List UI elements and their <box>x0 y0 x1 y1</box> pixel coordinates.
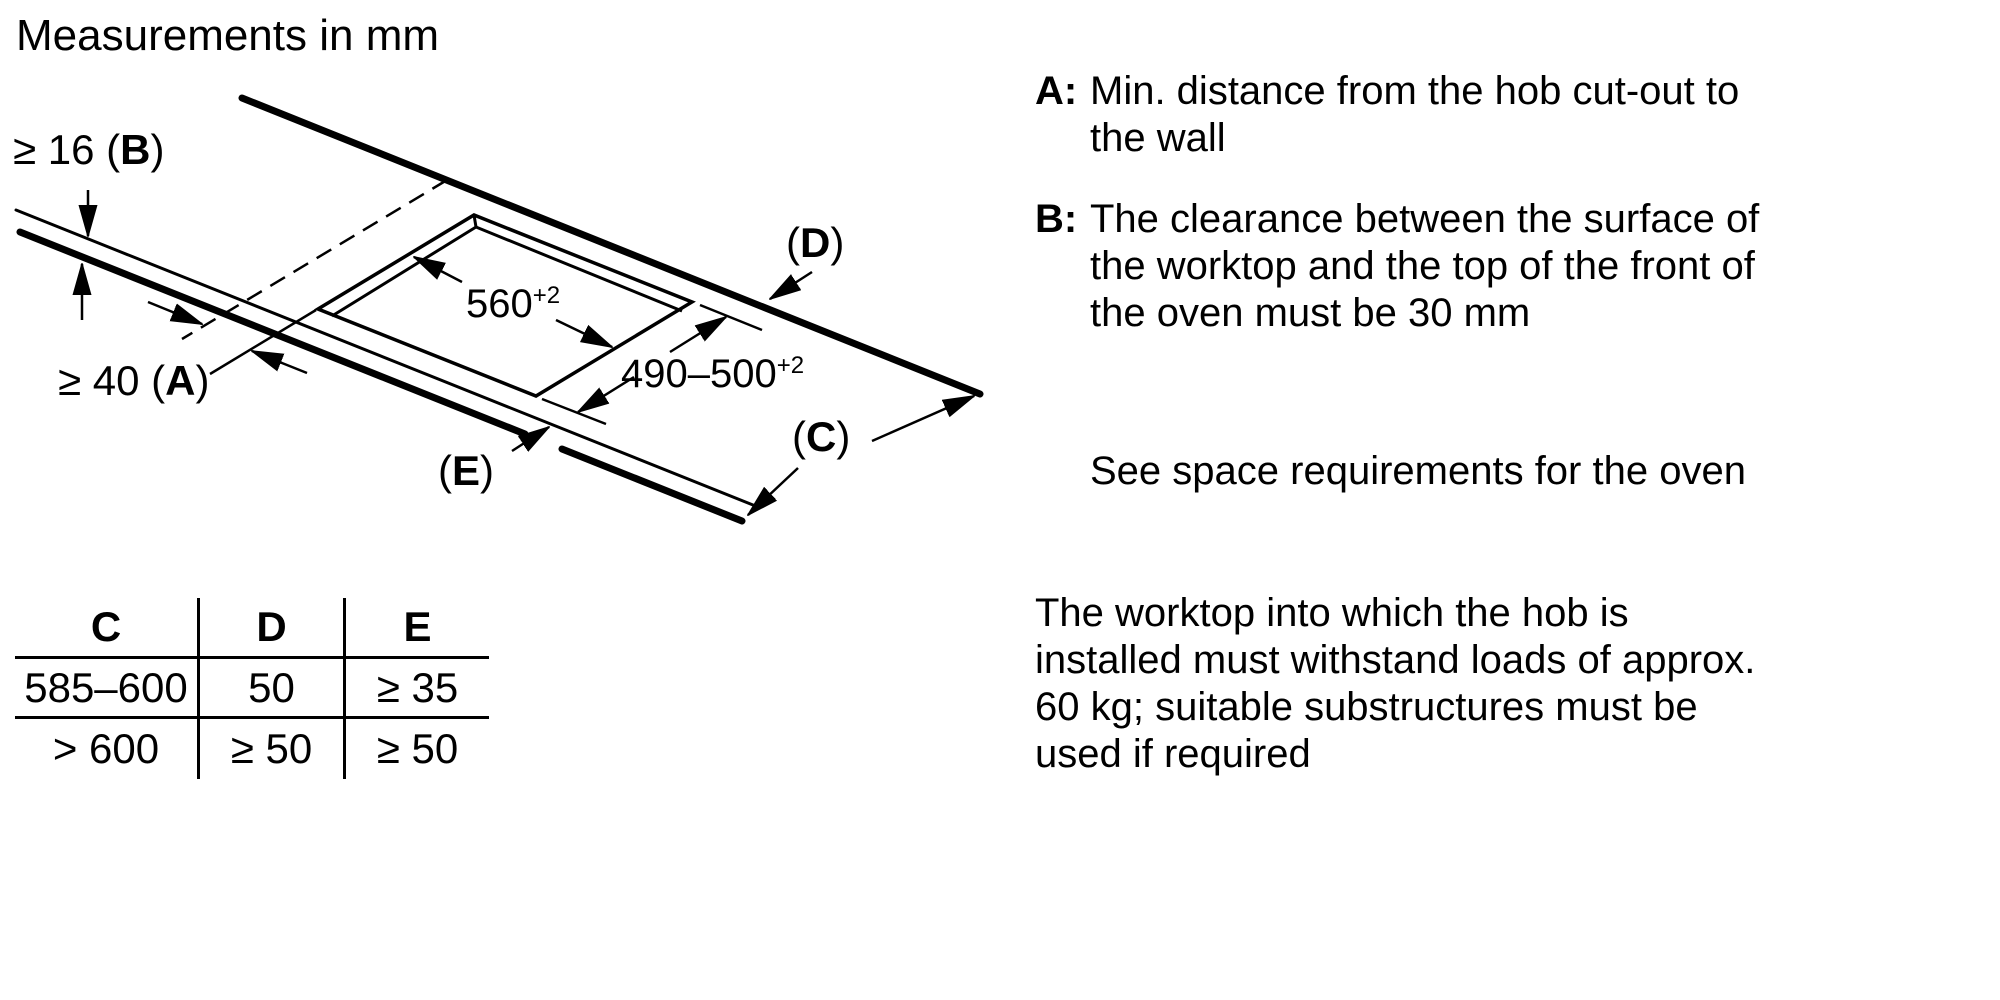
cutout-depth-value: 490–500 <box>621 352 777 396</box>
callout-e <box>438 447 495 494</box>
arrow-a-right <box>252 351 307 373</box>
callout-c-suffix: ) <box>836 413 851 460</box>
table-header-d: D <box>199 598 345 658</box>
callout-b-suffix: ) <box>150 126 165 173</box>
table-cell: > 600 <box>52 725 160 772</box>
cutout-width-dimension <box>466 284 560 324</box>
cutout-depth-tolerance: +2 <box>776 352 805 379</box>
page-title: Measurements in mm <box>16 11 440 60</box>
table-header-c: C <box>15 598 199 658</box>
table-cell: 585–600 <box>15 658 199 718</box>
arrow-c-down <box>748 468 798 515</box>
note-b-text: The clearance between the surface of the worktop and the top of the front of the oven must be 30 mm <box>1090 197 1760 335</box>
note-a <box>1035 68 1770 162</box>
callout-a-letter: A <box>165 357 196 404</box>
callout-b-prefix: ≥ 16 ( <box>13 126 121 173</box>
cutout-bottom-extension-line <box>542 399 606 424</box>
table-row <box>15 658 489 718</box>
cutout-width-value: 560 <box>466 282 533 326</box>
note-b-label: B: <box>1035 197 1078 241</box>
arrow-depth-up <box>670 317 726 352</box>
callout-a <box>58 357 210 404</box>
callout-a-suffix: ) <box>195 357 210 404</box>
callout-b-letter: B <box>120 126 151 173</box>
cutout-width-tolerance: +2 <box>532 282 561 309</box>
cutout-rim-corner-tick <box>474 215 476 227</box>
callout-d-suffix: ) <box>830 219 845 266</box>
callout-c <box>792 413 851 460</box>
table-row <box>15 718 489 780</box>
table-header-row <box>15 598 489 658</box>
note-a-text: Min. distance from the hob cut-out to the wall <box>1090 69 1740 160</box>
installation-diagram <box>0 0 1010 560</box>
note-b <box>1035 196 1770 337</box>
note-a-label: A: <box>1035 69 1078 113</box>
table-cell: ≥ 50 <box>199 718 345 780</box>
callout-d-prefix: ( <box>786 219 800 266</box>
callout-c-letter: C <box>806 413 837 460</box>
callout-e-letter: E <box>452 447 481 494</box>
callout-a-prefix: ≥ 40 ( <box>58 357 166 404</box>
oven-space-note: See space requirements for the oven <box>1090 449 1746 493</box>
callout-e-suffix: ) <box>480 447 495 494</box>
arrow-d-callout <box>770 272 812 299</box>
clearance-table <box>15 598 489 779</box>
callout-b <box>13 126 165 173</box>
callout-c-prefix: ( <box>792 413 806 460</box>
callout-d <box>786 219 845 266</box>
worktop-load-note: The worktop into which the hob is installed must withstand loads of approx. 60 kg; suitable substructures must be used if required <box>1035 591 1756 776</box>
callout-e-prefix: ( <box>438 447 452 494</box>
table-header-e: E <box>345 598 490 658</box>
callout-d-letter: D <box>800 219 831 266</box>
cutout-depth-dimension <box>621 354 804 394</box>
table-cell: ≥ 50 <box>345 718 490 780</box>
arrow-c-up <box>872 396 974 441</box>
table-cell: 50 <box>199 658 345 718</box>
table-cell: ≥ 35 <box>345 658 490 718</box>
